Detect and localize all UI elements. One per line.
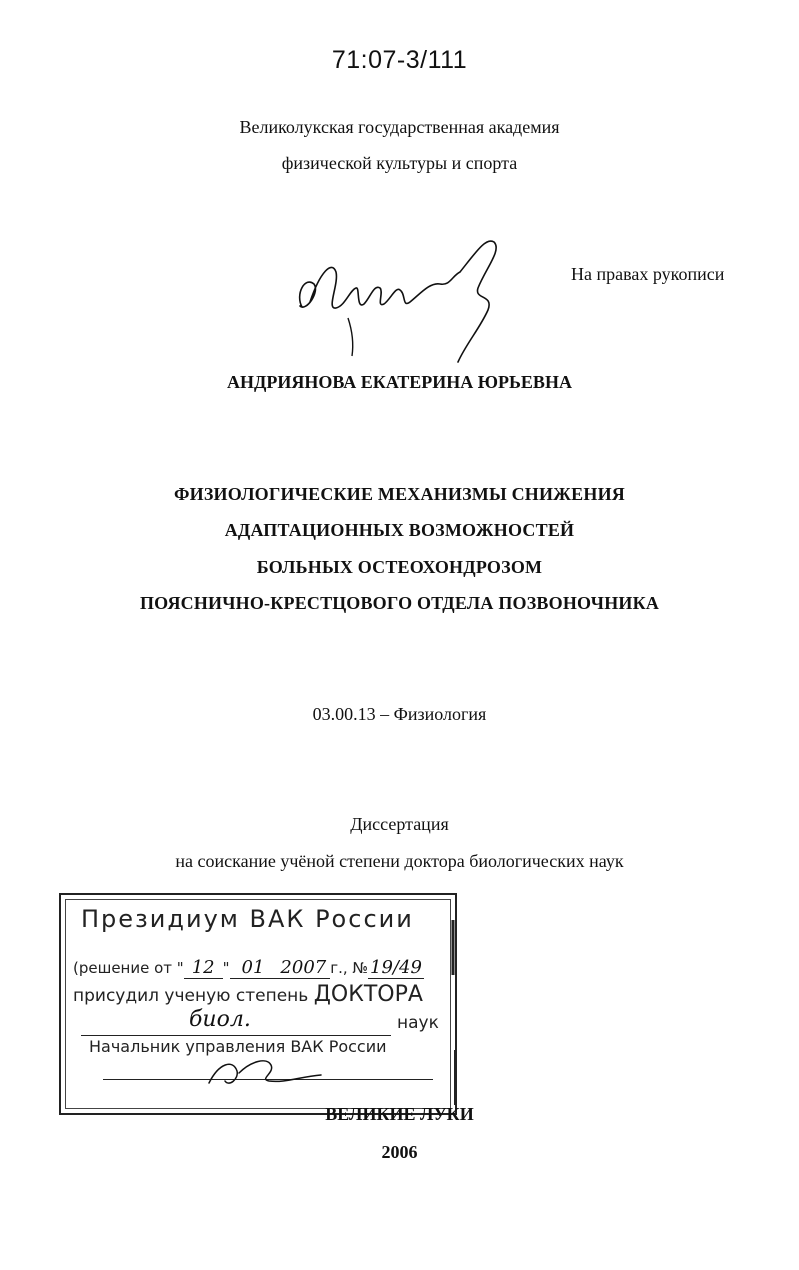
degree-level: ДОКТОРА [313,982,423,1007]
title-line-2: АДАПТАЦИОННЫХ ВОЗМОЖНОСТЕЙ [224,520,575,540]
rights-notice: На правах рукописи [571,264,725,284]
stamp-edge-marks [447,920,459,1110]
science-field-handwritten: биол. [189,1007,251,1032]
decision-month: 01 [230,957,277,979]
year: 2006 [381,1142,418,1162]
catalog-number: 71:07-3/111 [331,46,468,74]
decision-quote: " [222,959,230,977]
institution-line-2: физической культуры и спорта [281,153,518,173]
stamp-decision-line [73,957,424,978]
decision-number-label: г., № [330,959,369,977]
title-line-3: БОЛЬНЫХ ОСТЕОХОНДРОЗОМ [256,557,543,577]
author-name: АНДРИЯНОВА ЕКАТЕРИНА ЮРЬЕВНА [227,372,572,392]
decision-year: 2007 [276,957,330,979]
vak-stamp [59,893,457,1115]
decision-number: 19/49 [370,957,422,978]
title-line-1: ФИЗИОЛОГИЧЕСКИЕ МЕХАНИЗМЫ СНИЖЕНИЯ [174,484,625,504]
author-signature [290,232,520,367]
official-signature [199,1053,329,1093]
awarded-label: присудил ученую степень [73,986,309,1006]
degree-sought: на соискание учёной степени доктора биологических наук [175,851,624,871]
decision-day: 12 [184,957,223,979]
city: ВЕЛИКИЕ ЛУКИ [325,1104,474,1124]
title-line-4: ПОЯСНИЧНО-КРЕСТЦОВОГО ОТДЕЛА ПОЗВОНОЧНИКА [139,593,660,613]
institution-line-1: Великолукская государственная академия [239,117,560,137]
dissertation-label: Диссертация [350,814,449,834]
stamp-official-title: Начальник управления ВАК России [89,1037,387,1056]
sciences-label: наук [397,1013,439,1033]
specialty-code: 03.00.13 – Физиология [312,704,487,724]
stamp-awarded-line [73,982,423,1007]
stamp-header: Президиум ВАК России [81,905,414,933]
decision-prefix: (решение от " [73,959,184,977]
